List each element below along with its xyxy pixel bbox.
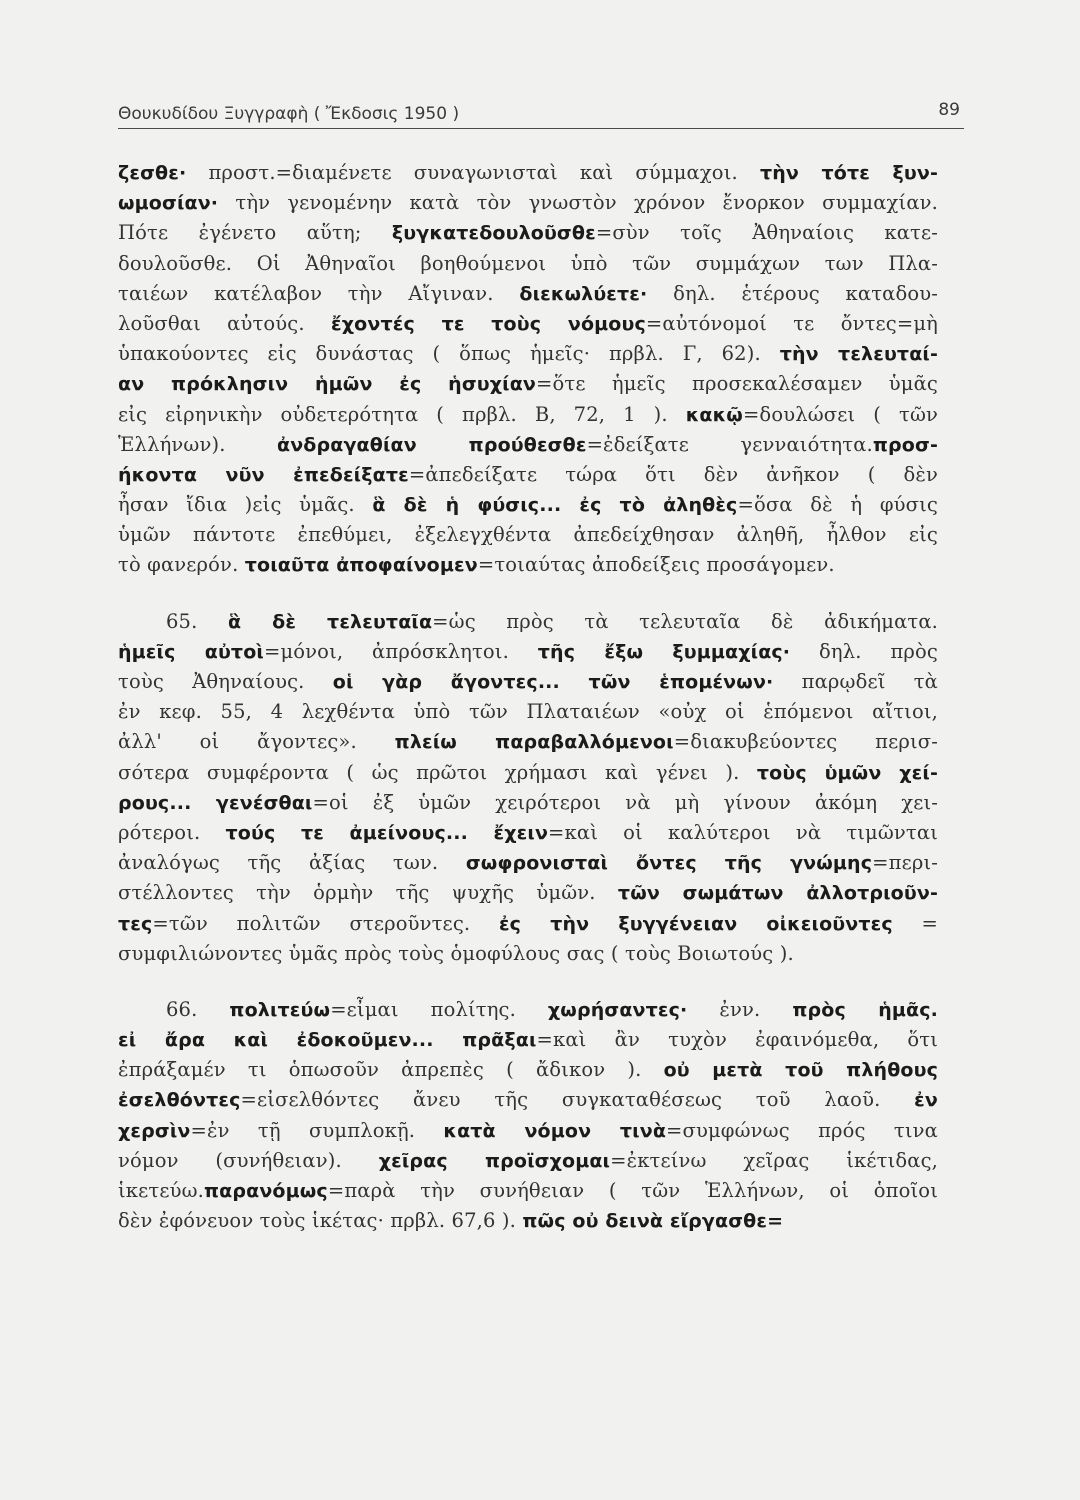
- text-line: [118, 607, 938, 637]
- gloss-text: ἀναλόγως τῆς ἀξίας των.: [118, 851, 466, 875]
- lemma-term: ἔχοντές τε τοὺς νόμους: [331, 312, 646, 335]
- text-line: [118, 1025, 938, 1055]
- lemma-term: ωμοσίαν·: [118, 192, 219, 215]
- lemma-term: ήκοντα νῦν ἐπεδείξατε: [118, 463, 409, 486]
- gloss-text: =αὐτόνομοί τε ὄντες=μὴ: [645, 311, 938, 335]
- text-line: [118, 279, 938, 309]
- text-line: [118, 909, 938, 939]
- lemma-term: αν πρόκλησιν ἡμῶν ἐς ἡσυχίαν: [118, 373, 537, 396]
- gloss-text: =ἐκτείνω χεῖρας ἱκέτιδας,: [610, 1148, 938, 1172]
- text-line: [118, 758, 938, 788]
- text-line: [118, 520, 938, 550]
- text-line: [118, 1055, 938, 1085]
- lemma-term: προσ-: [872, 433, 938, 456]
- gloss-text: δὲν ἐφόνευον τοὺς ἱκέτας· πρβλ. 67,6 ).: [118, 1209, 523, 1233]
- text-line: [118, 788, 938, 818]
- text-line: [118, 1085, 938, 1115]
- lemma-term: διεκωλύετε·: [519, 282, 648, 305]
- text-line: [118, 878, 938, 908]
- lemma-term: οἱ γὰρ ἄγοντες... τῶν ἑπομένων·: [332, 671, 774, 693]
- gloss-text: ρότεροι.: [118, 820, 226, 844]
- lemma-term: πρὸς ἡμᾶς.: [792, 998, 938, 1021]
- gloss-text: Πότε ἐγένετο αὕτη;: [118, 221, 392, 245]
- text-line: [118, 550, 938, 580]
- gloss-text: νόμον (συνήθειαν).: [118, 1148, 379, 1172]
- lemma-term: πῶς οὐ δεινὰ εἴργασθε=: [522, 1210, 784, 1233]
- lemma-term: ἀνδραγαθίαν προύθεσθε: [277, 433, 587, 456]
- gloss-text: =παρὰ τὴν συνήθειαν ( τῶν Ἑλλήνων, οἱ ὁποῖοι: [327, 1179, 938, 1202]
- lemma-term: ἃ δὲ τελευταῖα: [228, 610, 433, 633]
- lemma-term: ἃ δὲ ἡ φύσις... ἐς τὸ ἀληθὲς: [372, 494, 738, 517]
- gloss-text: προστ.=διαμένετε συναγωνισταὶ καὶ σύμμαχοι.: [186, 161, 760, 184]
- gloss-text: =ἐν τῇ συμπλοκῇ.: [190, 1118, 444, 1142]
- lemma-term: χωρήσαντες·: [547, 998, 688, 1021]
- gloss-text: ἦσαν ἴδια )εἰς ὑμᾶς.: [118, 493, 373, 517]
- paragraph-gap: [118, 581, 938, 607]
- lemma-term: κακῷ: [685, 403, 743, 426]
- gloss-text: ἐπράξαμέν τι ὁπωσοῦν ἀπρεπὲς ( ἄδικον ).: [118, 1058, 664, 1082]
- gloss-text: εἰς εἰρηνικὴν οὐδετερότητα ( πρβλ. Β, 72, 1 ).: [118, 402, 686, 426]
- lemma-term: οὐ μετὰ τοῦ πλήθους: [663, 1059, 938, 1082]
- text-line: [118, 727, 938, 757]
- text-line: [118, 339, 938, 369]
- text-line: [118, 369, 938, 399]
- gloss-text: ἐν κεφ. 55, 4 λεχθέντα ὑπὸ τῶν Πλαταιέων «οὐχ οἱ ἑπόμενοι αἴτιοι,: [118, 700, 938, 724]
- paragraph-gap: [118, 969, 938, 995]
- gloss-text: =καὶ ἂν τυχὸν ἐφαινόμεθα, ὅτι: [536, 1028, 938, 1052]
- lemma-term: χερσὶν: [118, 1119, 191, 1142]
- text-line: [118, 1176, 938, 1206]
- gloss-text: τὴν γενομένην κατὰ τὸν γνωστὸν χρόνον ἔνορκον συμμαχίαν.: [218, 191, 938, 215]
- gloss-text: παρῳδεῖ τὰ: [773, 670, 938, 693]
- text-line: [118, 400, 938, 430]
- text-line: [118, 430, 938, 460]
- header-rule: [118, 128, 964, 129]
- text-line: [118, 637, 938, 667]
- text-line: [118, 188, 938, 218]
- lemma-term: ἐν: [914, 1089, 938, 1112]
- gloss-text: =σὺν τοῖς Ἀθηναίοις κατε-: [595, 221, 938, 245]
- lemma-term: ζεσθε·: [118, 162, 187, 184]
- text-line: [118, 939, 938, 969]
- lemma-term: τῆς ἔξω ξυμμαχίας·: [537, 640, 791, 663]
- lemma-term: παρανόμως: [203, 1180, 328, 1202]
- lemma-term: τούς τε ἀμείνους... ἔχειν: [225, 821, 549, 844]
- gloss-text: ταιέων κατέλαβον τὴν Αἴγιναν.: [118, 281, 520, 305]
- lemma-term: τὴν τότε ξυν-: [759, 162, 938, 184]
- running-header: [118, 100, 964, 144]
- gloss-text: =εἶμαι πολίτης.: [330, 997, 548, 1021]
- commentary-text: [118, 158, 938, 1236]
- gloss-text: δουλοῦσθε. Οἱ Ἀθηναῖοι βοηθούμενοι ὑπὸ τῶν συμμάχων των Πλα-: [118, 251, 938, 275]
- book-title: Θουκυδίδου Ξυγγραφὴ ( Ἔκδοσις 1950 ): [118, 104, 460, 124]
- gloss-text: 66.: [166, 997, 230, 1021]
- lemma-term: σωφρονισταὶ ὄντες τῆς γνώμης: [465, 852, 873, 875]
- lemma-term: ρους... γενέσθαι: [118, 791, 313, 814]
- gloss-text: =μόνοι, ἀπρόσκλητοι.: [263, 639, 538, 663]
- gloss-text: =ὅτε ἡμεῖς προσεκαλέσαμεν ὑμᾶς: [536, 372, 938, 396]
- lemma-term: τοὺς ὑμῶν χεί-: [756, 761, 938, 784]
- gloss-text: 65.: [166, 609, 228, 633]
- gloss-text: =ὡς πρὸς τὰ τελευταῖα δὲ ἀδικήματα.: [432, 609, 938, 633]
- text-line: [118, 158, 938, 188]
- gloss-text: τὸ φανερόν.: [118, 553, 245, 577]
- gloss-text: ὑπακούοντες εἰς δυνάστας ( ὅπως ἡμεῖς· πρβλ. Γ, 62).: [118, 342, 780, 366]
- lemma-term: ἐς τὴν ξυγγένειαν οἰκειοῦντες: [498, 912, 893, 935]
- lemma-term: κατὰ νόμον τινὰ: [443, 1119, 667, 1142]
- gloss-text: =εἰσελθόντες ἄνευ τῆς συγκαταθέσεως τοῦ λαοῦ.: [240, 1088, 915, 1112]
- gloss-text: ἱκετεύω.: [118, 1179, 204, 1202]
- gloss-text: =περι-: [872, 851, 938, 875]
- gloss-text: στέλλοντες τὴν ὁρμὴν τῆς ψυχῆς ὑμῶν.: [118, 881, 618, 905]
- text-line: [118, 490, 938, 520]
- gloss-text: σότερα συμφέροντα ( ὡς πρῶτοι χρήμασι καὶ γένει ).: [118, 760, 757, 784]
- text-line: [118, 818, 938, 848]
- gloss-text: ἀλλ' οἱ ἄγοντες».: [118, 730, 395, 754]
- gloss-text: =δουλώσει ( τῶν: [742, 402, 938, 426]
- lemma-term: ἡμεῖς αὐτοὶ: [118, 640, 264, 663]
- lemma-term: ἐσελθόντες: [118, 1089, 241, 1112]
- gloss-text: =διακυβεύοντες περισ-: [673, 730, 938, 754]
- lemma-term: χεῖρας προϊσχομαι: [378, 1149, 611, 1172]
- text-line: [118, 995, 938, 1025]
- gloss-text: =ἐδείξατε γενναιότητα.: [586, 432, 873, 456]
- gloss-text: τοὺς Ἀθηναίους.: [118, 670, 333, 693]
- gloss-text: συμφιλιώνοντες ὑμᾶς πρὸς τοὺς ὁμοφύλους σας ( τοὺς Βοιωτούς ).: [118, 941, 794, 965]
- lemma-term: πολιτεύω: [229, 998, 331, 1021]
- text-line: [118, 460, 938, 490]
- gloss-text: =οἱ ἐξ ὑμῶν χειρότεροι νὰ μὴ γίνουν ἀκόμη χει-: [312, 790, 938, 814]
- gloss-text: =τοιαύτας ἀποδείξεις προσάγομεν.: [477, 553, 835, 577]
- lemma-term: τες: [118, 912, 153, 935]
- text-line: [118, 667, 938, 697]
- gloss-text: Ἑλλήνων).: [118, 432, 277, 456]
- lemma-term: τοιαῦτα ἀποφαίνομεν: [244, 554, 478, 577]
- gloss-text: =: [892, 911, 938, 935]
- gloss-text: =ἀπεδείξατε τώρα ὅτι δὲν ἀνῆκον ( δὲν: [408, 462, 938, 486]
- page-number: 89: [938, 100, 960, 120]
- gloss-text: ἐνν.: [687, 997, 793, 1021]
- gloss-text: ὑμῶν πάντοτε ἐπεθύμει, ἐξελεγχθέντα ἀπεδείχθησαν ἀληθῆ, ἦλθον εἰς: [118, 523, 938, 547]
- gloss-text: δηλ. πρὸς: [790, 639, 938, 663]
- lemma-term: πλείω παραβαλλόμενοι: [394, 731, 674, 754]
- text-line: [118, 309, 938, 339]
- text-line: [118, 249, 938, 279]
- gloss-text: =ὅσα δὲ ἡ φύσις: [737, 493, 938, 517]
- lemma-term: εἰ ἄρα καὶ ἐδοκοῦμεν... πρᾶξαι: [118, 1029, 537, 1052]
- text-line: [118, 697, 938, 727]
- lemma-term: τὴν τελευταί-: [779, 343, 938, 366]
- gloss-text: δηλ. ἑτέρους καταδου-: [647, 281, 938, 305]
- gloss-text: =τῶν πολιτῶν στεροῦντες.: [152, 911, 499, 935]
- text-line: [118, 1206, 938, 1236]
- lemma-term: ξυγκατεδουλοῦσθε: [391, 222, 596, 245]
- lemma-term: τῶν σωμάτων ἀλλοτριοῦν-: [617, 882, 938, 905]
- text-line: [118, 1146, 938, 1176]
- text-line: [118, 218, 938, 248]
- gloss-text: =καὶ οἱ καλύτεροι νὰ τιμῶνται: [548, 820, 938, 844]
- gloss-text: λοῦσθαι αὐτούς.: [118, 311, 332, 335]
- gloss-text: =συμφώνως πρός τινα: [666, 1118, 938, 1142]
- text-line: [118, 848, 938, 878]
- text-line: [118, 1116, 938, 1146]
